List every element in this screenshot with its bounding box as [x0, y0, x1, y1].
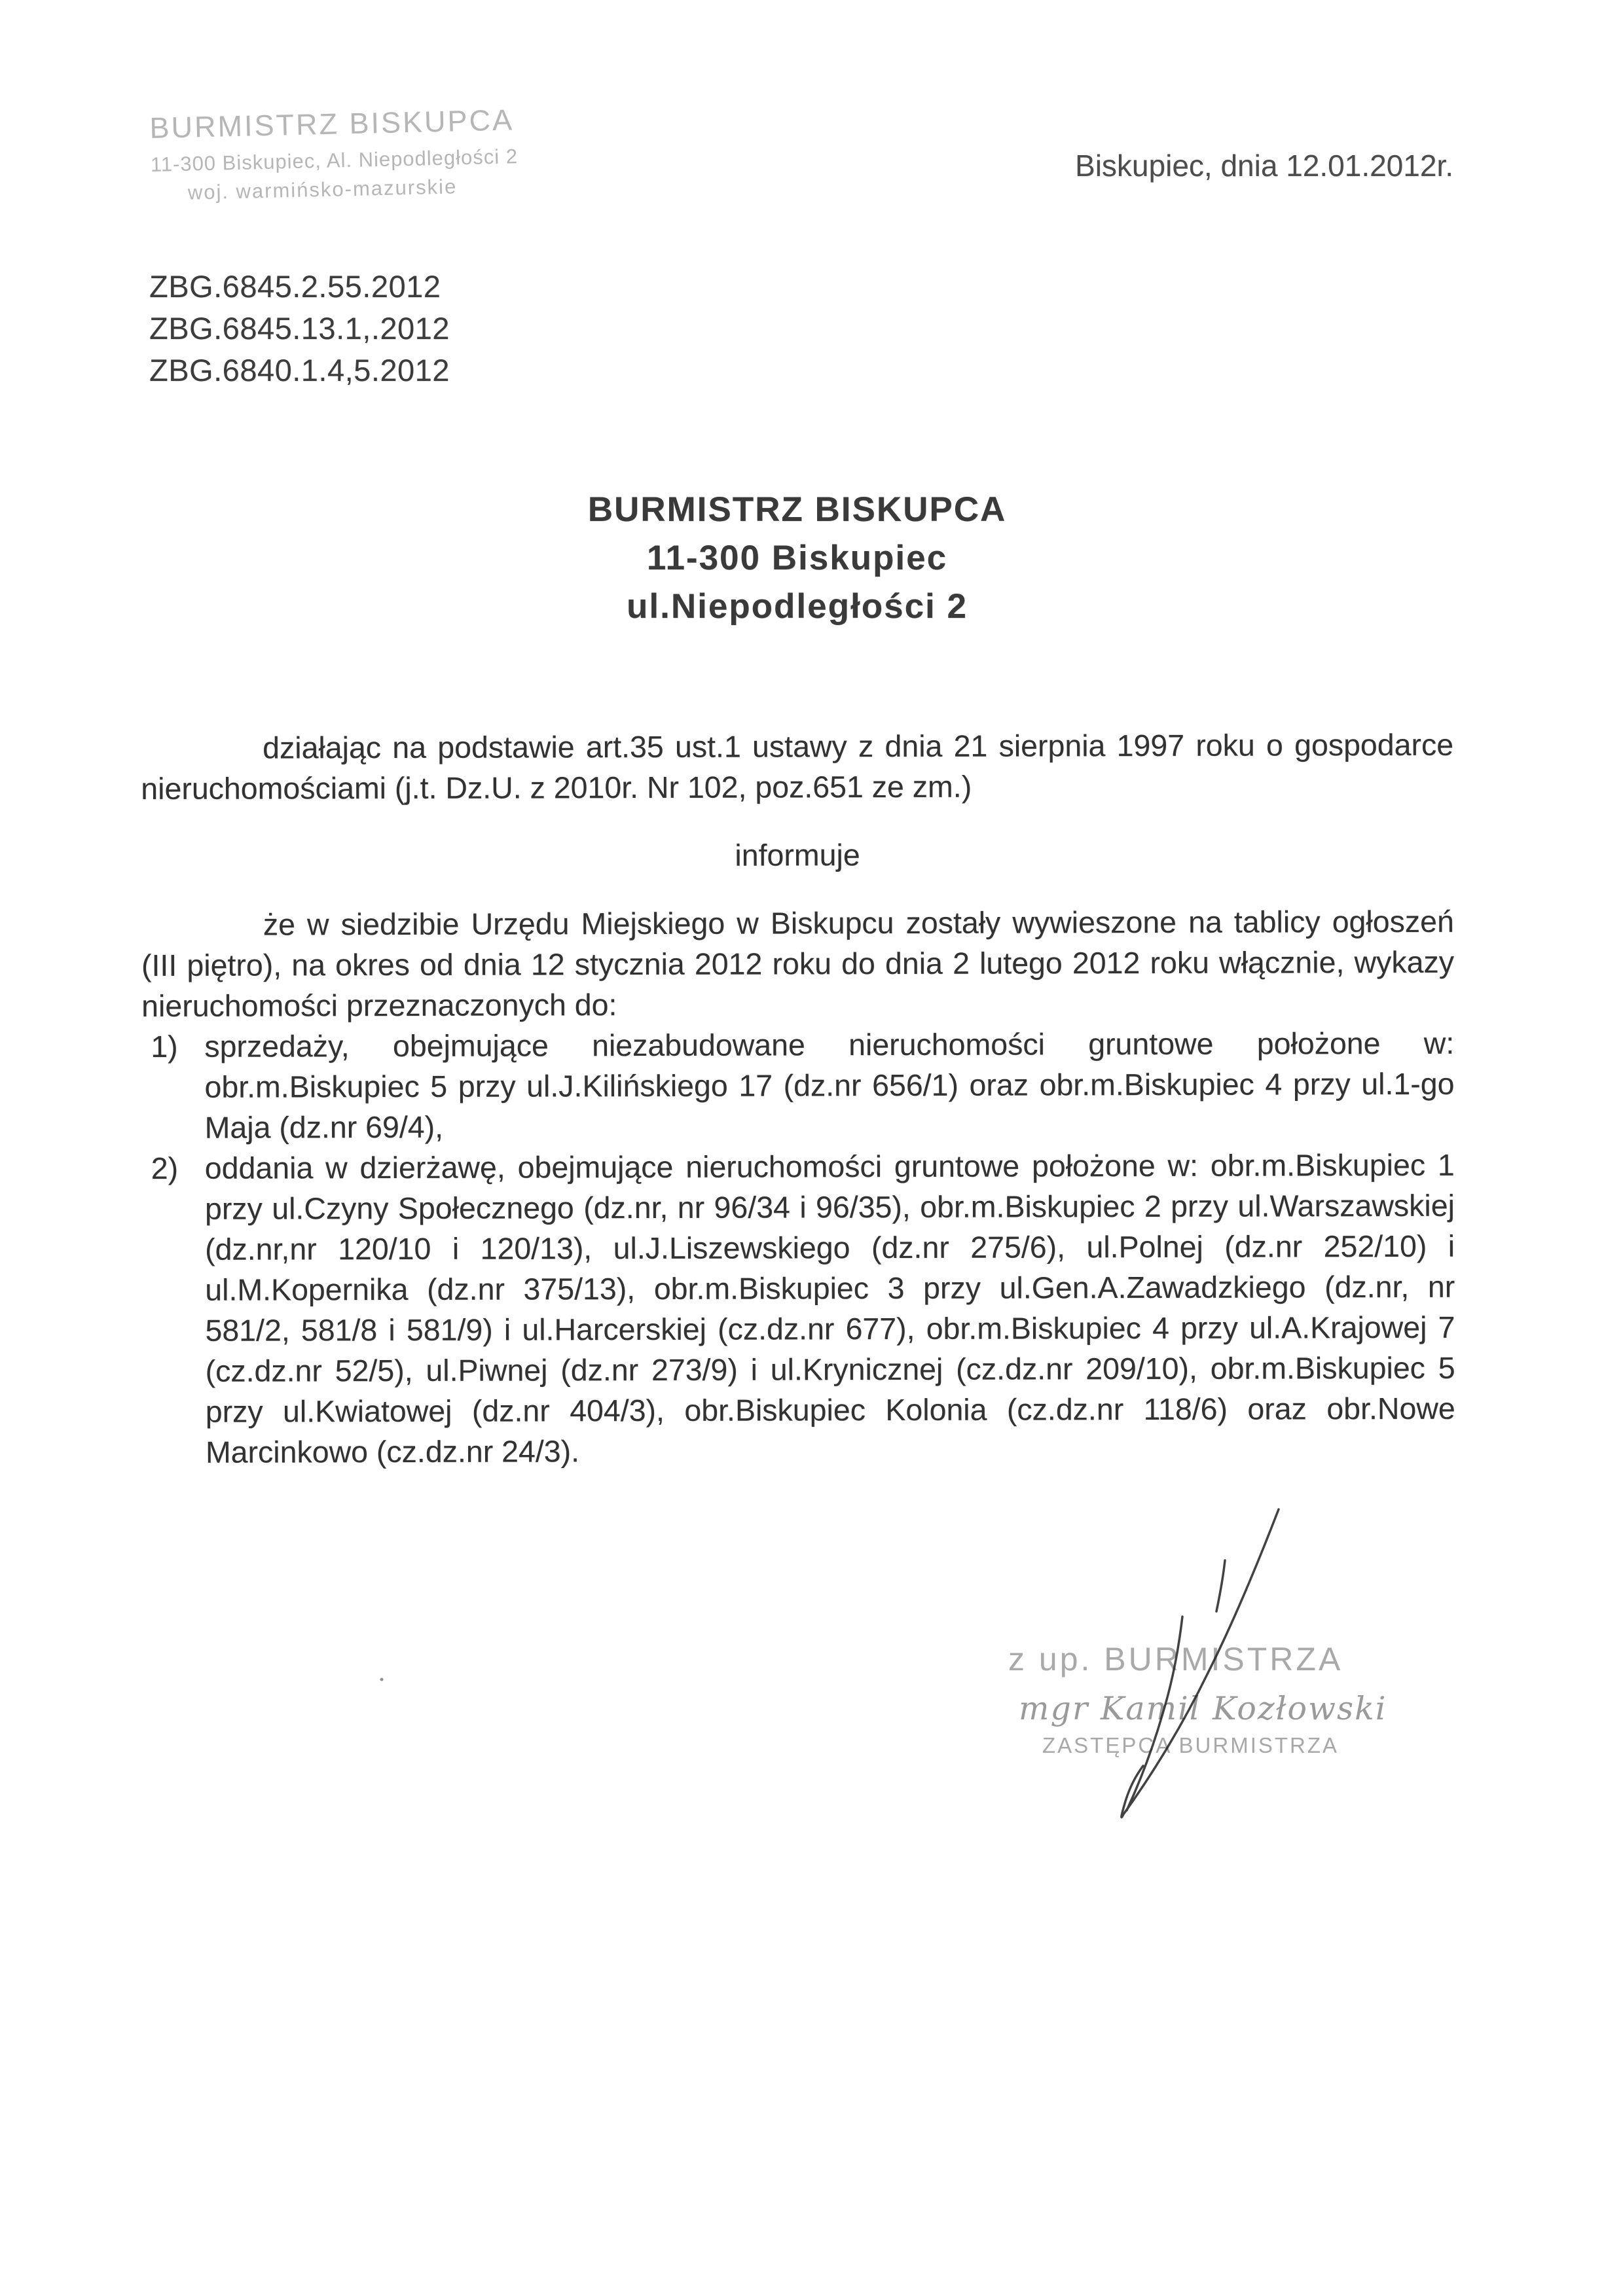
heading-street: ul.Niepodległości 2	[627, 587, 968, 626]
reference-number-1: ZBG.6845.2.55.2012	[149, 269, 441, 304]
sender-stamp-line2: 11-300 Biskupiec, Al. Niepodległości 2	[150, 145, 519, 176]
scan-speck	[380, 1678, 384, 1681]
signature-name-stamp: mgr Kamil Kozłowski	[1019, 1690, 1387, 1727]
informs-word: informuje	[735, 838, 860, 872]
intro-paragraph: działając na podstawie art.35 ust.1 ustawy z dnia 21 sierpnia 1997 roku o gospodarce nieruchomościami (j.t. Dz.U. z 2010r. Nr 102, poz.651 ze zm.)	[141, 727, 1454, 806]
sender-stamp-line1: BURMISTRZ BISKUPCA	[149, 103, 515, 145]
signature-authorization-stamp: z up. BURMISTRZA	[1008, 1641, 1343, 1677]
signature-title-stamp: ZASTĘPCA BURMISTRZA	[1042, 1733, 1340, 1757]
heading-authority: BURMISTRZ BISKUPCA	[587, 490, 1007, 529]
sender-stamp-line3: woj. warmińsko-mazurskie	[187, 175, 458, 204]
pen-stroke-secondary	[1127, 1617, 1182, 1810]
place-and-date: Biskupiec, dnia 12.01.2012r.	[1075, 149, 1453, 183]
reference-number-2: ZBG.6845.13.1,.2012	[149, 311, 450, 346]
pen-stroke-spike	[1216, 1560, 1225, 1611]
pen-stroke-main	[1122, 1509, 1279, 1818]
list-item-number: 1)	[151, 1029, 178, 1064]
list-item-text: sprzedaży, obejmujące niezabudowane nieruchomości gruntowe położone w: obr.m.Biskupiec 5 przy ul.J.Kilińskiego 17 (dz.nr 656/1) oraz obr.m.Biskupiec 4 przy ul.1-go Maja (dz.nr 69/4),	[204, 1026, 1455, 1145]
list-item-text: oddania w dzierżawę, obejmujące nieruchomości gruntowe położone w: obr.m.Biskupiec 1 przy ul.Czyny Społecznego (dz.nr, nr 96/34 i 96/35), obr.m.Biskupiec 2 przy ul.Warszawskiej (dz.nr,nr 120/10 i 120/13), ul.J.Liszewskiego (dz.nr 275/6), ul.Polnej (dz.nr 252/10) i ul.M.Kopernika (dz.nr 375/13), obr.m.Biskupiec 3 przy ul.Gen.A.Zawadzkiego (dz.nr, nr 581/2, 581/8 i 581/9) i ul.Harcerskiej (cz.dz.nr 677), obr.m.Biskupiec 4 przy ul.A.Krajowej 7 (cz.dz.nr 52/5), ul.Piwnej (dz.nr 273/9) i ul.Krynicznej (cz.dz.nr 209/10), obr.m.Biskupiec 5 przy ul.Kwiatowej (dz.nr 404/3), obr.Biskupiec Kolonia (cz.dz.nr 118/6) oraz obr.Nowe Marcinkowo (cz.dz.nr 24/3).	[204, 1147, 1455, 1469]
heading-postal-city: 11-300 Biskupiec	[646, 539, 948, 577]
reference-number-3: ZBG.6840.1.4,5.2012	[149, 353, 450, 387]
list-item-number: 2)	[151, 1151, 179, 1185]
body-paragraph: że w siedzibie Urzędu Miejskiego w Biskupcu zostały wywieszone na tablicy ogłoszeń (III piętro), na okres od dnia 12 stycznia 2012 roku do dnia 2 lutego 2012 roku włącznie, wykazy nieruchomości przeznaczonych do:	[141, 904, 1455, 1023]
